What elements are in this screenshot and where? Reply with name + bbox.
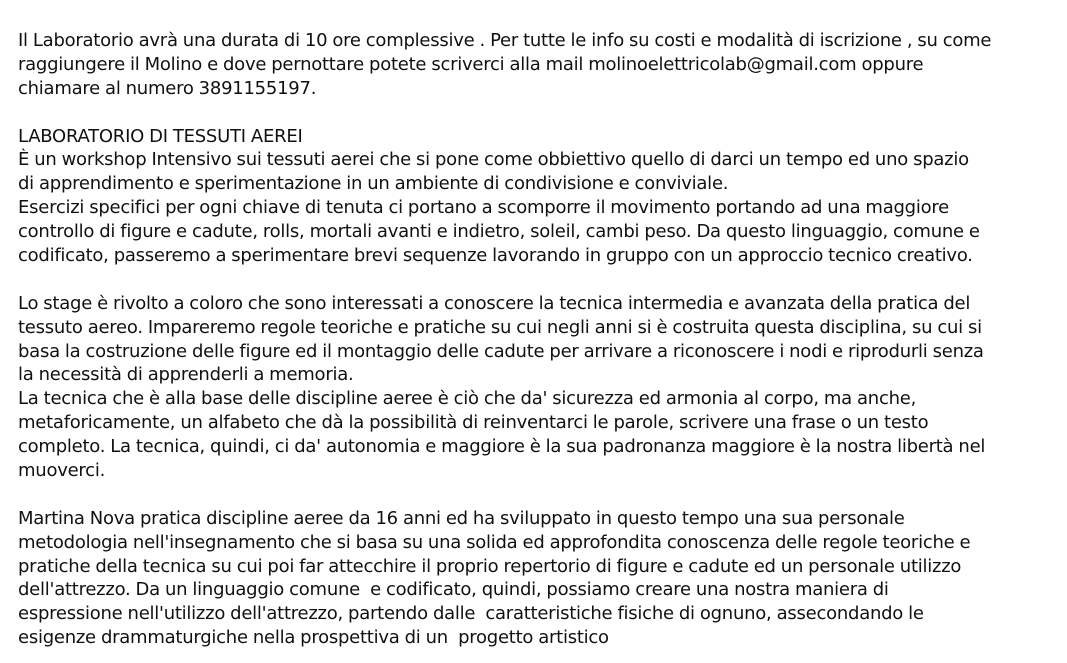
text-line: raggiungere il Molino e dove pernottare potete scriverci alla mail molinoelettricolab@gmail.com oppure [18,53,924,75]
text-line: Il Laboratorio avrà una durata di 10 ore complessive . Per tutte le info su costi e modalità di iscrizione , su come [18,30,992,51]
bio-paragraph [18,507,1058,650]
text-line: metodologia nell'insegnamento che si basa su una solida ed approfondita conoscenza delle regole teoriche e [18,531,971,553]
text-line: La tecnica che è alla base delle discipline aeree è ciò che da' sicurezza ed armonia al corpo, ma anche, [18,388,917,410]
paragraph-spacer [18,483,1058,507]
text-line: esigenze drammaturgiche nella prospettiva di un progetto artistico [18,627,609,649]
text-line: Lo stage è rivolto a coloro che sono interessati a conoscere la tecnica intermedia e avanzata della pratica del [18,292,971,314]
text-line: tessuto aereo. Impareremo regole teoriche e pratiche su cui negli anni si è costruita questa disciplina, su cui si [18,316,982,338]
text-line: basa la costruzione delle figure ed il montaggio delle cadute per arrivare a riconoscere i nodi e riprodurli senza [18,340,984,362]
text-line: codificato, passeremo a sperimentare brevi sequenze lavorando in gruppo con un approccio tecnico creativo. [18,245,973,267]
text-line: È un workshop Intensivo sui tessuti aerei che si pone come obbiettivo quello di darci un tempo ed uno spazio [18,149,969,171]
text-line: Martina Nova pratica discipline aeree da 16 anni ed ha sviluppato in questo tempo una sua personale [18,507,905,529]
document-body [18,29,1058,650]
stage-paragraph [18,292,1058,483]
text-line: chiamare al numero 3891155197. [18,77,317,99]
intro-paragraph [18,29,1058,101]
text-line: muoverci. [18,460,106,482]
text-line: controllo di figure e cadute, rolls, mortali avanti e indietro, soleil, cambi peso. Da questo linguaggio, comune e [18,221,980,243]
text-line: la necessità di apprenderli a memoria. [18,364,354,386]
text-line: Esercizi specifici per ogni chiave di tenuta ci portano a scomporre il movimento portando ad una maggiore [18,197,949,219]
text-line: di apprendimento e sperimentazione in un ambiente di condivisione e conviviale. [18,173,729,195]
text-line: metaforicamente, un alfabeto che dà la possibilità di reinventarci le parole, scrivere una frase o un testo [18,412,929,434]
paragraph-spacer [18,268,1058,292]
text-line: dell'attrezzo. Da un linguaggio comune e codificato, quindi, possiamo creare una nostra maniera di [18,579,889,601]
text-line: espressione nell'utilizzo dell'attrezzo, partendo dalle caratteristiche fisiche di ognuno, assecondando le [18,603,924,625]
text-line: completo. La tecnica, quindi, ci da' autonomia e maggiore è la sua padronanza maggiore è la nostra libertà nel [18,436,986,458]
text-line: pratiche della tecnica su cui poi far attecchire il proprio repertorio di figure e cadute ed un personale utilizzo [18,555,962,577]
section-heading: LABORATORIO DI TESSUTI AEREI [18,125,303,147]
paragraph-spacer [18,101,1058,125]
workshop-section [18,125,1058,268]
